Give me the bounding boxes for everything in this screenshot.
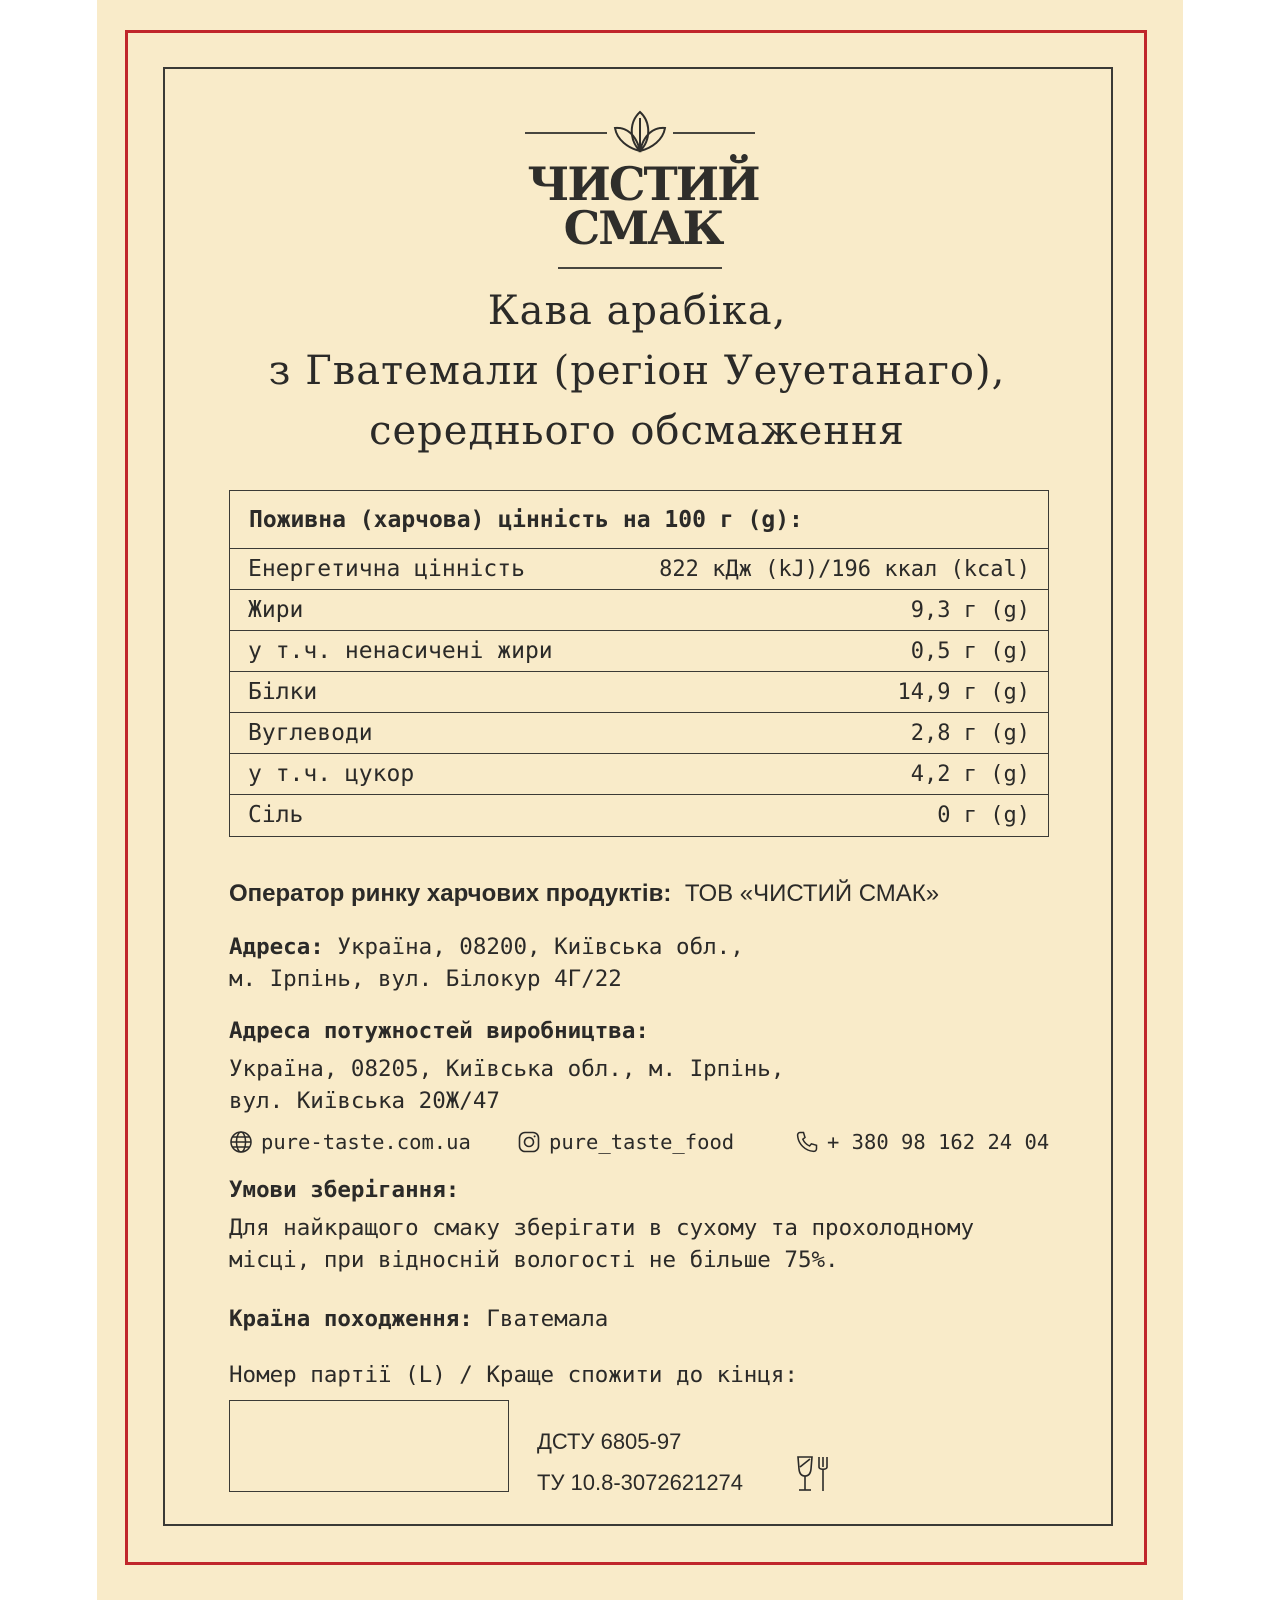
phone-icon bbox=[795, 1130, 819, 1154]
instagram-contact[interactable] bbox=[517, 1127, 734, 1157]
nutrient-value: 4,2 г (g) bbox=[910, 762, 1030, 787]
brand-name-line1: ЧИСТИЙ bbox=[527, 157, 759, 211]
nutrient-name: Сіль bbox=[248, 802, 304, 828]
nutrient-value: 822 кДж (kJ)/196 ккал (kcal) bbox=[659, 557, 1030, 582]
nutrition-row bbox=[230, 590, 1048, 631]
storage-block bbox=[229, 1174, 1089, 1276]
nutrition-row bbox=[230, 713, 1048, 754]
storage-line1: Для найкращого смаку зберігати в сухому та прохолодному bbox=[229, 1215, 975, 1241]
instagram-text: pure_taste_food bbox=[549, 1130, 735, 1154]
nutrition-table bbox=[229, 490, 1049, 837]
nutrient-value: 9,3 г (g) bbox=[910, 598, 1030, 623]
operator-label: Оператор ринку харчових продуктів: bbox=[229, 880, 672, 907]
address-line2: м. Ірпінь, вул. Білокур 4Г/22 bbox=[229, 966, 622, 992]
nutrient-name: у т.ч. ненасичені жири bbox=[248, 638, 553, 664]
nutrient-value: 2,8 г (g) bbox=[910, 721, 1030, 746]
production-address-line2: вул. Київська 20Ж/47 bbox=[229, 1088, 500, 1114]
website-contact[interactable] bbox=[229, 1127, 471, 1157]
nutrient-name: у т.ч. цукор bbox=[248, 761, 415, 787]
website-text: pure-taste.com.ua bbox=[261, 1130, 471, 1154]
batch-number-box bbox=[229, 1400, 509, 1492]
address-block bbox=[229, 931, 1089, 995]
operator-value: ТОВ «ЧИСТИЙ СМАК» bbox=[684, 880, 940, 907]
storage-label: Умови зберігання: bbox=[229, 1177, 460, 1203]
nutrition-row bbox=[230, 672, 1048, 713]
operator-line bbox=[229, 878, 1089, 910]
nutrition-row bbox=[230, 631, 1048, 672]
phone-contact[interactable] bbox=[795, 1127, 1049, 1157]
production-address-label: Адреса потужностей виробництва: bbox=[229, 1018, 649, 1044]
nutrition-row bbox=[230, 795, 1048, 836]
origin-value: Гватемала bbox=[486, 1306, 609, 1332]
nutrition-header: Поживна (харчова) цінність на 100 г (g): bbox=[230, 491, 1048, 549]
origin-line bbox=[229, 1303, 1089, 1335]
nutrient-name: Жири bbox=[248, 597, 304, 623]
nutrient-name: Вуглеводи bbox=[248, 720, 373, 746]
instagram-icon bbox=[517, 1130, 541, 1154]
globe-icon bbox=[229, 1130, 253, 1154]
production-address-block bbox=[229, 1015, 1089, 1117]
product-title-line2: з Гватемали (регіон Уеуетанаго), bbox=[268, 348, 1006, 394]
origin-label: Країна походження: bbox=[229, 1306, 473, 1332]
tu-code: ТУ 10.8-3072621274 bbox=[537, 1470, 744, 1495]
brand-name-line2: СМАК bbox=[563, 201, 723, 255]
product-title bbox=[197, 281, 1077, 461]
nutrition-row bbox=[230, 754, 1048, 795]
food-safe-icon bbox=[795, 1455, 831, 1495]
batch-label: Номер партії (L) / Краще спожити до кінця: bbox=[229, 1362, 798, 1388]
production-address-line1: Україна, 08205, Київська обл., м. Ірпінь, bbox=[229, 1056, 785, 1082]
contacts-row bbox=[229, 1127, 1054, 1157]
product-title-line3: середнього обсмаження bbox=[369, 408, 905, 454]
nutrient-value: 0,5 г (g) bbox=[910, 639, 1030, 664]
nutrition-row bbox=[230, 549, 1048, 590]
product-label bbox=[97, 0, 1183, 1600]
address-line1: Україна, 08200, Київська обл., bbox=[337, 934, 744, 960]
nutrient-value: 0 г (g) bbox=[937, 803, 1030, 828]
phone-text: + 380 98 162 24 04 bbox=[827, 1130, 1050, 1154]
nutrient-name: Білки bbox=[248, 679, 318, 705]
nutrient-name: Енергетична цінність bbox=[248, 556, 525, 582]
product-title-line1: Кава арабіка, bbox=[487, 288, 787, 334]
storage-line2: місці, при відносній вологості не більше 75%. bbox=[229, 1247, 839, 1273]
dstu-code: ДСТУ 6805-97 bbox=[537, 1429, 682, 1454]
nutrient-value: 14,9 г (g) bbox=[897, 680, 1030, 705]
address-label: Адреса: bbox=[229, 934, 324, 960]
